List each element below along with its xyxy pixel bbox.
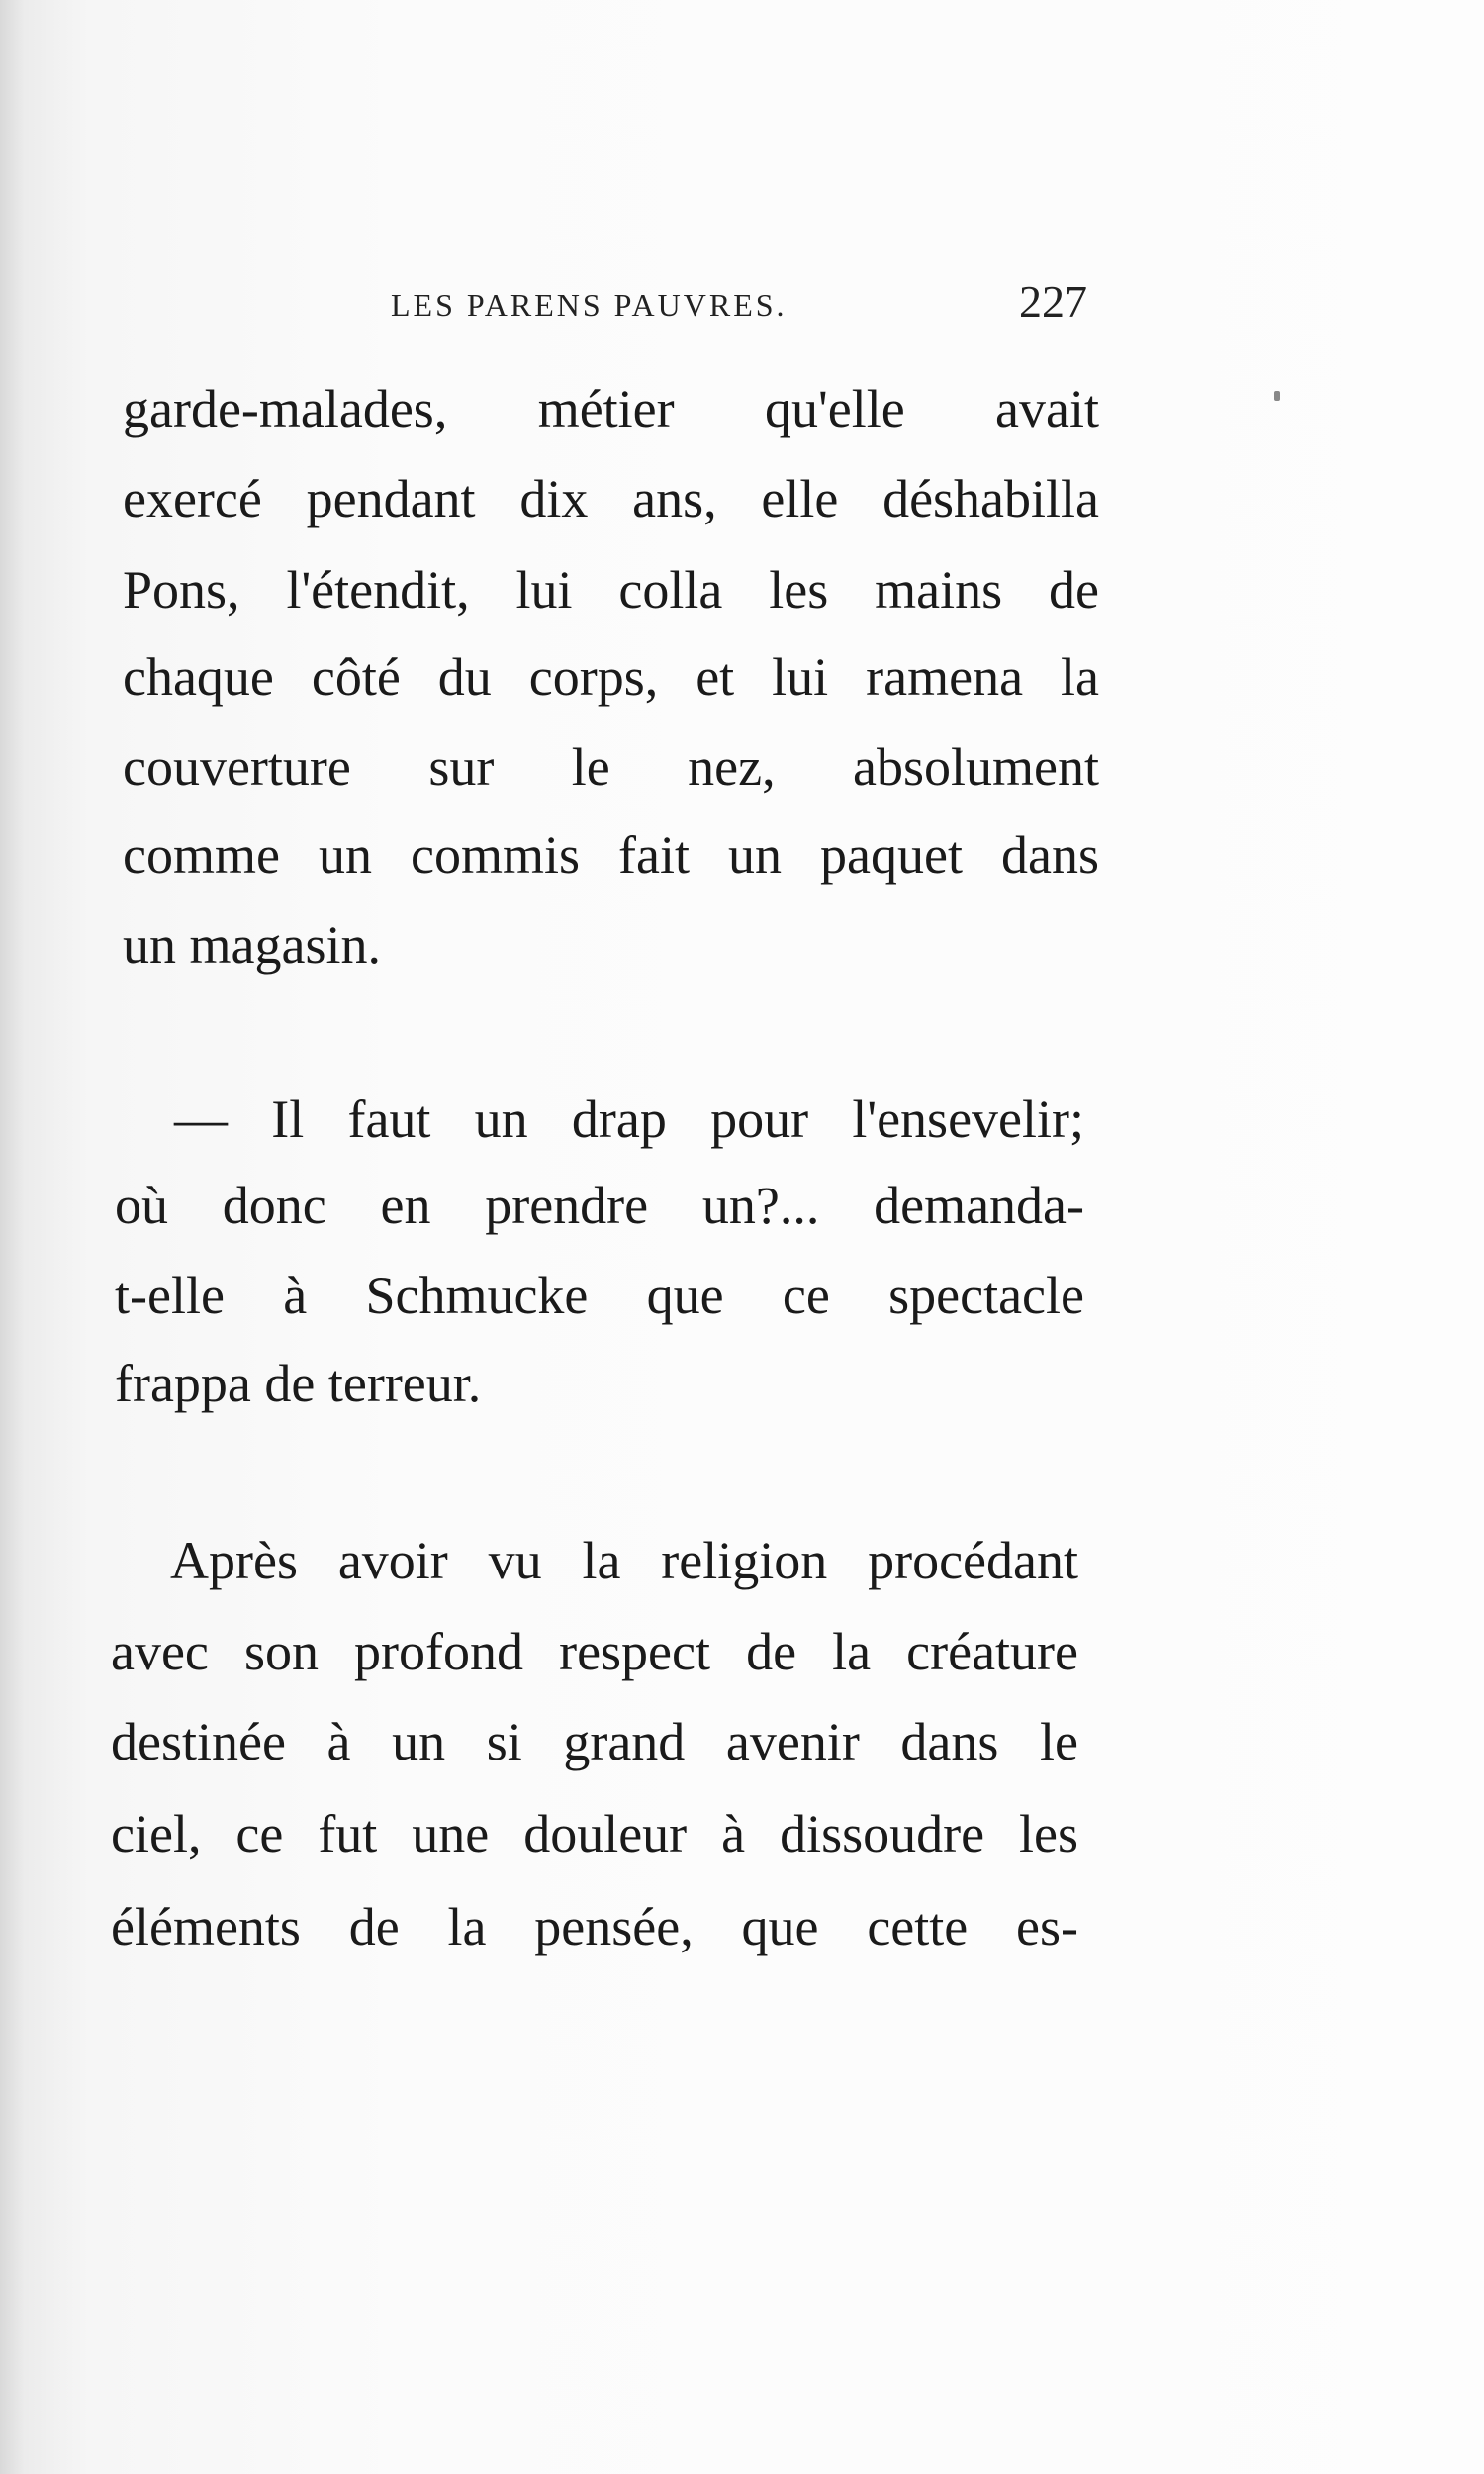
- text-line: frappa de terreur.: [115, 1354, 482, 1413]
- text-line: un magasin.: [123, 915, 381, 975]
- text-line: t-elle à Schmucke que ce spectacle: [115, 1266, 1084, 1325]
- text-line: — Il faut un drap pour l'ensevelir;: [174, 1090, 1084, 1149]
- text-line: exercé pendant dix ans, elle déshabilla: [123, 469, 1099, 528]
- text-line: destinée à un si grand avenir dans le: [111, 1712, 1078, 1771]
- text-line: où donc en prendre un?... demanda-: [115, 1176, 1084, 1235]
- text-line: éléments de la pensée, que cette es-: [111, 1897, 1078, 1956]
- text-line: couverture sur le nez, absolument: [123, 737, 1099, 797]
- paper-speck: [1274, 391, 1280, 401]
- text-line: Après avoir vu la religion procédant: [170, 1531, 1078, 1590]
- text-line: ciel, ce fut une douleur à dissoudre les: [111, 1804, 1078, 1863]
- page-number: 227: [1019, 276, 1087, 327]
- text-line: garde-malades, métier qu'elle avait: [123, 379, 1099, 438]
- text-line: chaque côté du corps, et lui ramena la: [123, 647, 1099, 707]
- text-line: comme un commis fait un paquet dans: [123, 825, 1099, 885]
- text-line: Pons, l'étendit, lui colla les mains de: [123, 560, 1099, 619]
- text-line: avec son profond respect de la créature: [111, 1622, 1078, 1681]
- running-title: LES PARENS PAUVRES.: [391, 287, 788, 323]
